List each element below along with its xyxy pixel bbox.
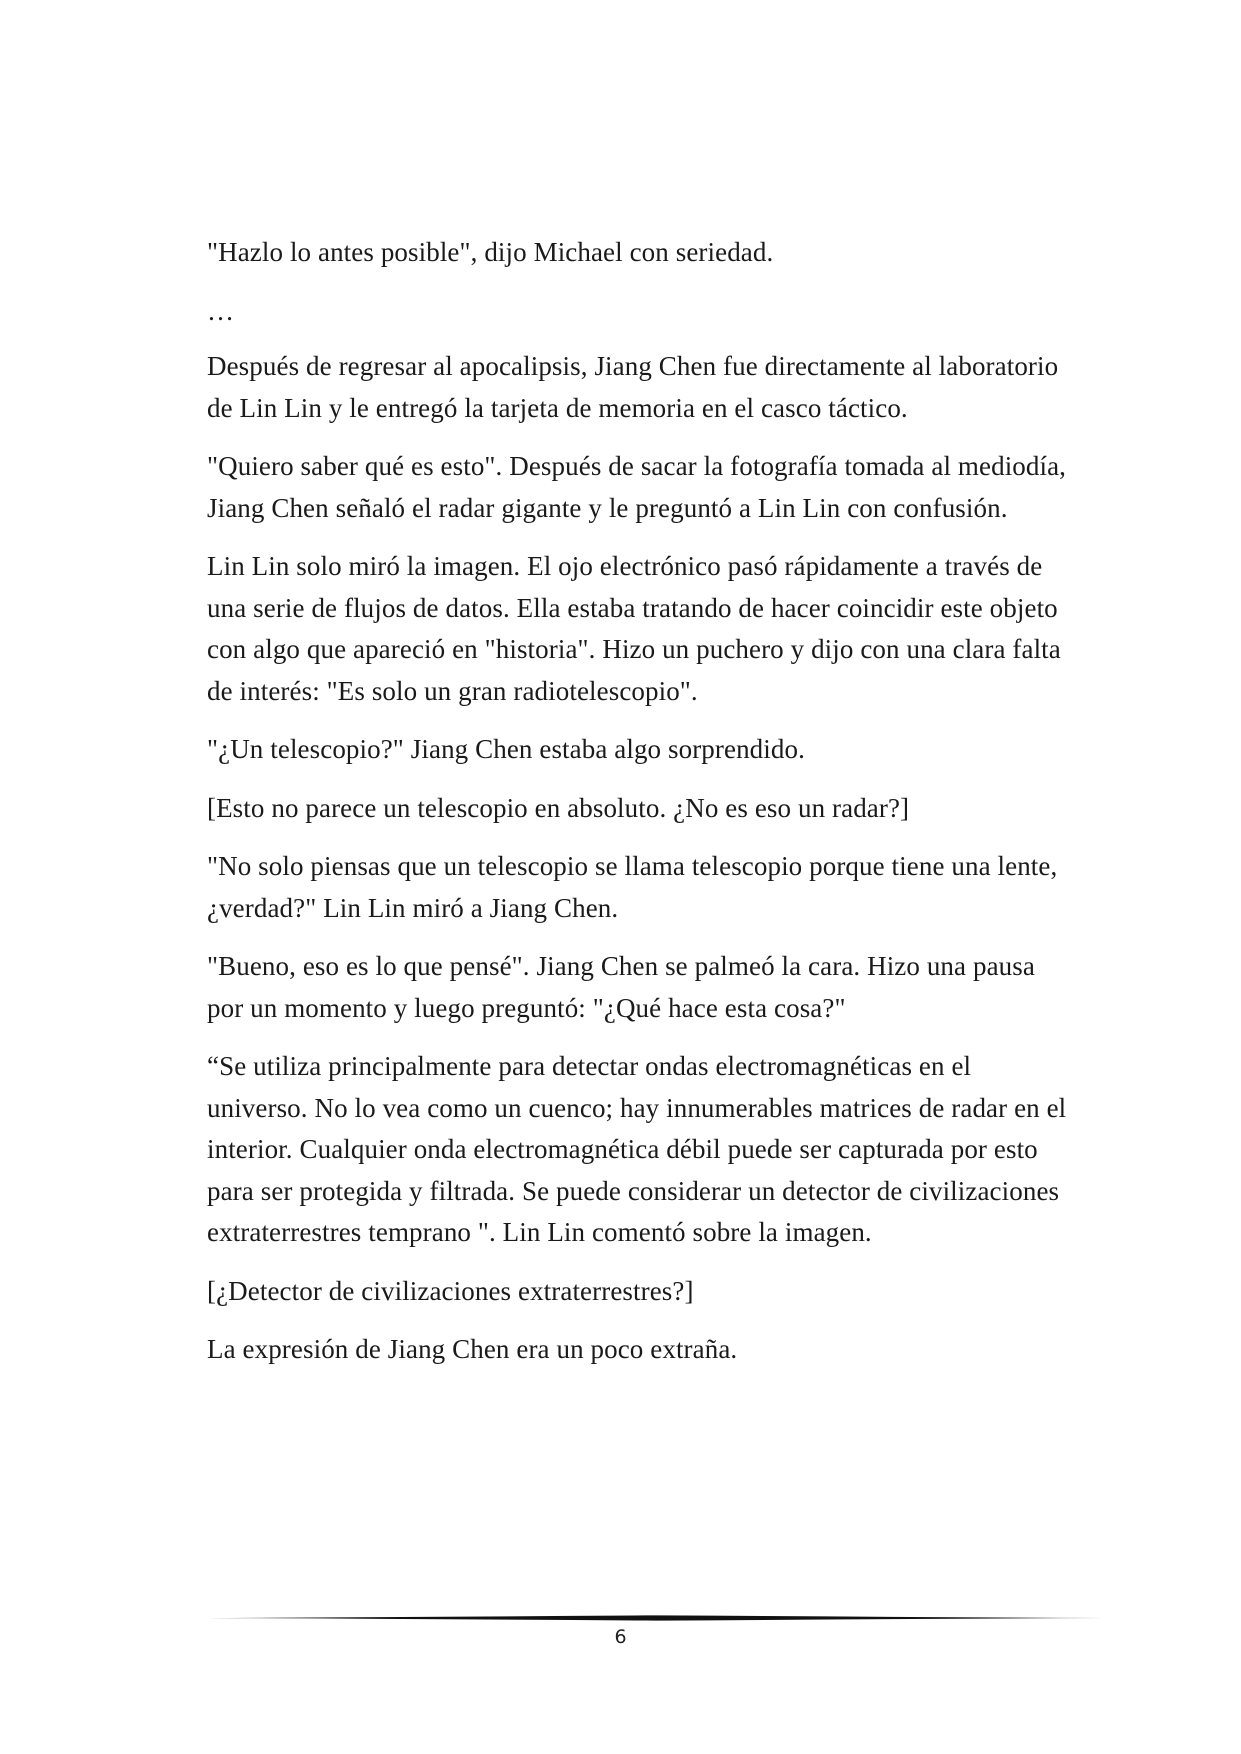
scene-break: … bbox=[207, 295, 235, 326]
body-text bbox=[207, 232, 1077, 1388]
paragraph: La expresión de Jiang Chen era un poco extraña. bbox=[207, 1334, 738, 1364]
footer-divider bbox=[207, 1613, 1104, 1623]
paragraph: [¿Detector de civilizaciones extraterrestres?] bbox=[207, 1275, 694, 1306]
paragraph: [Esto no parece un telescopio en absoluto. ¿No es eso un radar?] bbox=[207, 792, 910, 823]
paragraph: "Quiero saber qué es esto". Después de sacar la fotografía tomada al mediodía, Jiang Chen señaló el radar gigante y le preguntó a Lin Lin con confusión. bbox=[207, 451, 1067, 523]
paragraph: Después de regresar al apocalipsis, Jiang Chen fue directamente al laboratorio de Lin Lin y le entregó la tarjeta de memoria en el casco táctico. bbox=[207, 351, 1059, 423]
paragraph: "Hazlo lo antes posible", dijo Michael con seriedad. bbox=[207, 237, 774, 267]
page-number: 6 bbox=[614, 1626, 627, 1648]
paragraph: "Bueno, eso es lo que pensé". Jiang Chen se palmeó la cara. Hizo una pausa por un momento y luego preguntó: "¿Qué hace esta cosa?" bbox=[207, 951, 1035, 1023]
footer-divider-stroke bbox=[207, 1615, 1104, 1620]
paragraph: “Se utiliza principalmente para detectar ondas electromagnéticas en el universo. No lo vea como un cuenco; hay innumerables matrices de radar en el interior. Cualquier onda electromagnética débil puede ser capturada por esto para ser protegida y filtrada. Se puede considerar un detector de civilizaciones extraterrestres temprano ". Lin Lin comentó sobre la imagen. bbox=[207, 1051, 1067, 1247]
paragraph: "¿Un telescopio?" Jiang Chen estaba algo sorprendido. bbox=[207, 734, 805, 764]
paragraph: Lin Lin solo miró la imagen. El ojo electrónico pasó rápidamente a través de una serie de flujos de datos. Ella estaba tratando de hacer coincidir este objeto con algo que apareció en "historia". Hizo un puchero y dijo con una clara falta de interés: "Es solo un gran radiotelescopio". bbox=[207, 551, 1061, 706]
paragraph: "No solo piensas que un telescopio se llama telescopio porque tiene una lente, ¿verdad?" Lin Lin miró a Jiang Chen. bbox=[207, 851, 1058, 923]
